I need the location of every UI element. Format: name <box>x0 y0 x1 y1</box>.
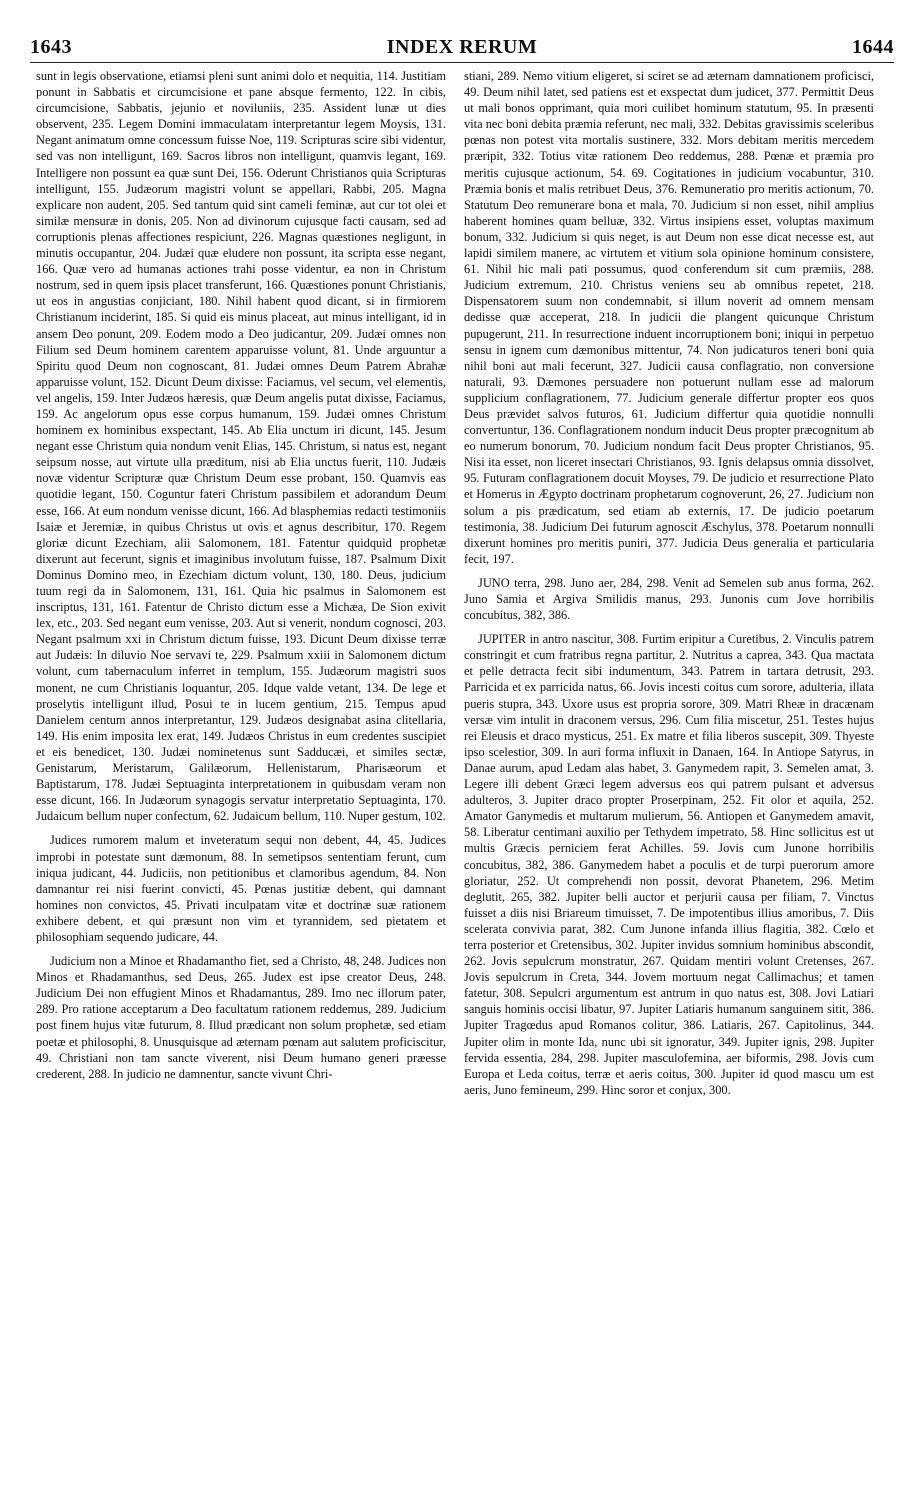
left-column <box>36 68 446 1488</box>
index-entry-judaei-continued: sunt in legis observatione, etiamsi pleni sunt animi dolo et nequitia, 114. Justitiam ponunt in Sabbatis et circumcisione et pane absque fermento, 122. In cibis, circumcisione, Sabbatis, jejunio et noviluniis, 235. Assident lunæ ut dies observent, 235. Legem Domini immaculatam interpretantur legem Moysis, 131. Negant animatum omne concessum fuisse Noe, 119. Scripturas scire sibi videntur, sed vas non intelligunt, 169. Sacros libros non intelligunt, quamvis legant, 169. Intelligere non possunt ea quæ sunt Dei, 156. Oderunt Christianos quia Scripturas intelligunt, 155. Judæorum magistri volunt se appellari, Rabbi, 205. Magna explicare non audent, 205. Sed tantum quid sint cameli feminæ, aut cur tot olei et similæ mensuræ in donis, 205. Non ad divinorum cujusque facti causam, sed ad corruptionis plenas affectiones respiciunt, 226. Magnas quæstiones negligunt, in minutis occupantur, 204. Judæi quæ eludere non possunt, ita scripta esse negant, 166. Quæ vero ad humanas actiones trahi posse videntur, ea non in Christum nostrum, sed in quem ipsis placet transferunt, 166. Quæstiones ponunt Christianis, ut eos in angustias conjiciant, 180. Nihil habent quod dicant, si in firmiorem Christianum inciderint, 185. Si quid eis minus placeat, aut minus intelligant, id in ansem Deo ponunt, 209. Eodem modo a Deo judicantur, 209. Judæi omnes non Filium sed Deum hominem carentem apparuisse volunt, 81. Unde arguuntur a Spiritu quod Deum non cognoscant, 81. Judæi omnes Deum Patrem Abrahæ apparuisse volunt, 152. Dicunt Deum dixisse: Faciamus, vel secum, vel elementis, vel angelis, 159. Inter Judæos hæresis, quæ Deum angelis putat dixisse, Faciamus, 159. Ac angelorum opus esse corpus humanum, 159. Judæi omnes Christum hominem ex hominibus exspectant, 145. Ab Elia unctum iri dicunt, 145. Jesum negant esse Christum quia nondum venit Elias, 145. Christum, si natus est, negant seipsum nosse, aut virtute ulla præditum, nisi ab Elia unctus fuerit, 110. Judæis novæ videntur Scripturæ quæ Christum Deum esse probant, 150. Quamvis eas quotidie legant, 150. Coguntur fateri Christum passibilem et adorandum Deum esse, 166. At eum nondum venisse dicunt, 166. Ad blasphemias redacti testimoniis Isaiæ et Jeremiæ, in quibus Christus ut ovis et agnus describitur, 170. Regem gloriæ dicunt Ezechiam, alii Salomonem, 181. Fatentur quidquid prophetæ dixerunt aut fecerunt, signis et imaginibus involutum fuisse, 187. Psalmum Dixit Dominus Domino meo, in Ezechiam dictum volunt, 130, 180. Deus, judicium tuum regi da in Salomonem, 131, 161. Quia hic psalmus in Salomonem est inscriptus, 131, 161. Fatentur de Christo dictum esse a Michæa, De Sion exivit lex, etc., 203. Sed negant eum venisse, 203. Aut si venerit, nondum cognosci, 203. Negant psalmum xxi in Christum dictum fuisse, 193. Dicunt Deum dixisse terræ aut Judæis: In diluvio Noe servavi te, 229. Psalmum xxiii in Salomonem dictum volunt, cum tabernaculum inferret in templum, 155. Judæorum magistri suos monent, ne cum Christianis loquantur, 205. Idque valde vetant, 134. De lege et proselytis intelligunt illud, Posui te in lucem gentium, 215. Tempus apud Danielem centum annos interpretantur, 129. Judæos designabat asina clitellaria, 149. His enim imposita lex erat, 149. Judæos Christus in eum credentes suscipiet et eis benedicet, 130. Judæi nominetenus sunt Sadducæi, et similes sectæ, Genistarum, Meristarum, Galilæorum, Hellenistarum, Pharisæorum et Baptistarum, 178. Judæi Septuaginta interpretationem in quibusdam veram non esse dicunt, 166. In Judæorum synagogis servatur interpretatio Septuaginta, 170. Judaicum bellum nuper confectum, 62. Judaicum bellum, 110. Nuper gestum, 102. <box>36 69 446 824</box>
running-header <box>30 36 894 58</box>
index-entry-judicium: Judicium non a Minoe et Rhadamantho fiet, sed a Christo, 48, 248. Judices non Minos et Rhadamanthus, sed Deus, 265. Judex est ipse creator Deus, 248. Judicium Dei non effugient Minos et Rhadamantus, 289. Imo nec illorum pater, 289. Pro ratione acceptarum a Deo facultatum rationem reddemus, 289. Judicium post finem hujus vitæ futurum, 8. Illud prædicant non solum prophetæ, sed etiam poetæ et philosophi, 8. Unusquisque ad æternam pœnam aut salutem proficiscitur, 49. Christiani non tam sancte viverent, nisi Deum humano generi præesse crederent, 288. In judicio ne damnentur, sancte vivunt Chri- <box>36 954 446 1081</box>
index-entry-judices: Judices rumorem malum et inveteratum sequi non debent, 44, 45. Judices improbi in potestate sunt dæmonum, 88. In semetipsos sententiam ferunt, cum iniqua judicant, 44. Judiciis, non petitionibus et clamoribus agendum, 84. Non damnantur rei nisi fuerint convicti, 45. Pœnas justitiæ debent, qui damnant homines non convictos, 45. Privati inculpatam vitæ et doctrinæ suæ rationem exhibere debent, et qui præsunt non vim et tyrannidem, sed pietatem et philosophiam sequendo judicare, 44. <box>36 833 446 944</box>
right-column <box>464 68 874 1488</box>
index-entry-judicium-continued: stiani, 289. Nemo vitium eligeret, si sciret se ad æternam damnationem proficisci, 49. Deum nihil latet, sed patiens est et exspectat dum judicet, 377. Permittit Deus ut mali bonos opprimant, quia mori cuilibet hominum statutum, 95. In præsenti vita nec boni debita præmia referunt, nec mali, 332. Debitas gravissimis sceleribus pœnas non potest vita mortalis sustinere, 332. Mors debitam meritis mercedem præripit, 332. Totius vitæ rationem Deo reddemus, 288. Pœnæ et præmia pro meritis cujusque actionum, 54. 69. Cogitationes in judicium vocabuntur, 310. Præmia bonis et malis retribuet Deus, 376. Remuneratio pro meritis actionum, 70. Statutum Deo remunerare bona et mala, 70. Judicium si non esset, nihil amplius haberent homines quam belluæ, 332. Virtus insipiens esset, voluptas maximum bonum, 332. Judicium si quis neget, is aut Deum non esse dicat necesse est, aut lapidi similem manere, ac virtutem et vitium sola opinione hominum consistere, 61. Nihil hic mali pati possumus, quod conferendum sit cum præmiis, 288. Judicium extremum, 210. Christus veniens seu ab omnibus repetet, 218. Dispensatorem suum non condemnabit, si illum noverit ad omnem mensam dedisse quæ acceperat, 218. In judicii die plangent quicunque Christum pupugerunt, 211. In resurrectione induent incorruptionem boni; iniqui in perpetuo sensu in ignem cum dæmonibus mittentur, 74. Non judicaturos teneri boni quia nihil boni aut mali fecerunt, 327. Judicii causa conflagratio, non conversione naturali, 93. Dæmones persuadere non potuerunt nullam esse ad malorum supplicium conflagrationem, 77. Judicium generale differtur propter eos quos Deus prævidet salvos futuros, 61. Judicium differtur quia quotidie nonnulli convertuntur, 136. Conflagrationem nondum inducit Deus propter præcognitum ab eo numerum bonorum, 70. Judicium nondum facit Deus propter Christianos, 95. Nisi ita esset, non liceret insectari Christianos, 93. Ignis delapsus omnia dissolvet, 95. Futuram conflagrationem docuit Moyses, 79. De judicio et resurrectione Plato et Homerus in Ægypto doctrinam prophetarum cognoverunt, 26, 27. Judicium non solum a pis prædicatum, sed etiam ab externis, 17. De judicio poetarum testimonia, 38. Judicium Dei futurum agnoscit Æschylus, 378. Poetarum nonnulli dixerunt homines pro meritis puniri, 377. Judicia Deus generalia et particularia fecit, 197. <box>464 69 874 566</box>
index-entry-juno: JUNO terra, 298. Juno aer, 284, 298. Venit ad Semelen sub anus forma, 262. Juno Samia et Argiva Smilidis manus, 293. Junonis cum Jove horribilis concubitus, 382, 386. <box>464 575 874 623</box>
page-number-left: 1643 <box>30 36 72 58</box>
index-entry-jupiter: JUPITER in antro nascitur, 308. Furtim eripitur a Curetibus, 2. Vinculis patrem constringit et cum fratribus regna partitur, 2. Nutritus a caprea, 343. Qua mactata et pelle detracta fecit sibi indumentum, 343. Patrem in tartara detrusit, 293. Parricida et ex parricida natus, 66. Jovis incesti coitus cum sorore, adulteria, illata pueris stupra, 343. Uxore usus est propria sorore, 309. Matri Rheæ in dracænam versæ vim intulit in draconem versus, 296. Cum filia miscetur, 251. Testes hujus rei Eleusis et draco mysticus, 251. Ex matre et filia liberos suscepit, 309. Thyeste ipso scelestior, 309. In auri forma influxit in Danaen, 164. In Antiope Satyrus, in Danae aurum, apud Ledam alas habet, 3. Ganymedem rapit, 3. Semelen amat, 3. Legere illi debent Græci legem adversus eos qui patrem pulsant et adversus adulteros, 3. Jupiter draco propter Proserpinam, 252. Fit olor et aquila, 252. Amator Ganymedis et multarum mulierum, 56. Antiopen et Ganymedem amavit, 58. Liberatur centimani auxilio per Tethydem impetrato, 58. Hinc sollicitus est ut multis Græcis perniciem ferat Achilles. 59. Jovis cum Junone horribilis concubitus, 382, 386. Ganymedem habet a poculis et de turpi puerorum amore gloriatur, 252. Ut comprehendi non possit, devorat Phanetem, 296. Metim deglutit, 265, 382. Jupiter belli auctor et perjurii causa per filiam, 7. Vinctus fuisset a diis nisi Briareum timuisset, 7. De impotentibus illius amoribus, 7. Diis scelerata convivia parat, 382. Cum Junone infanda illius flagitia, 382. Cœlo et terra posterior et Cretensibus, 302. Jupiter invidus somnium hominibus abscondit, 262. Jovis sepulcrum monstratur, 267. Quidam mentiri volunt Cretenses, 267. Jovis sepulcrum in Creta, 344. Jovem mortuum negat Callimachus; et tamen fatetur, 308. Sepulcri argumentum est antrum in quo natus est, 308. Jovi Latiari sanguis hominis occisi libatur, 97. Jupiter Latiaris humanum sanguinem sitit, 386. Jupiter Tragœdus apud Romanos colitur, 386. Latiaris, 267. Capitolinus, 344. Jupiter olim in monte Ida, nunc ubi sit ignoratur, 349. Jupiter ignis, 298. Jupiter fervida essentia, 284, 298. Jupiter masculofemina, aer biformis, 298. Jovis cum Europa et Leda coitus, terræ et aeris coitus, 300. Jupiter id quod mascu um est aeris, Juno femineum, 299. Hinc soror et conjux, 300. <box>464 632 874 1097</box>
header-rule <box>30 62 894 63</box>
running-title: INDEX RERUM <box>386 36 538 58</box>
page-number-right: 1644 <box>852 36 894 58</box>
